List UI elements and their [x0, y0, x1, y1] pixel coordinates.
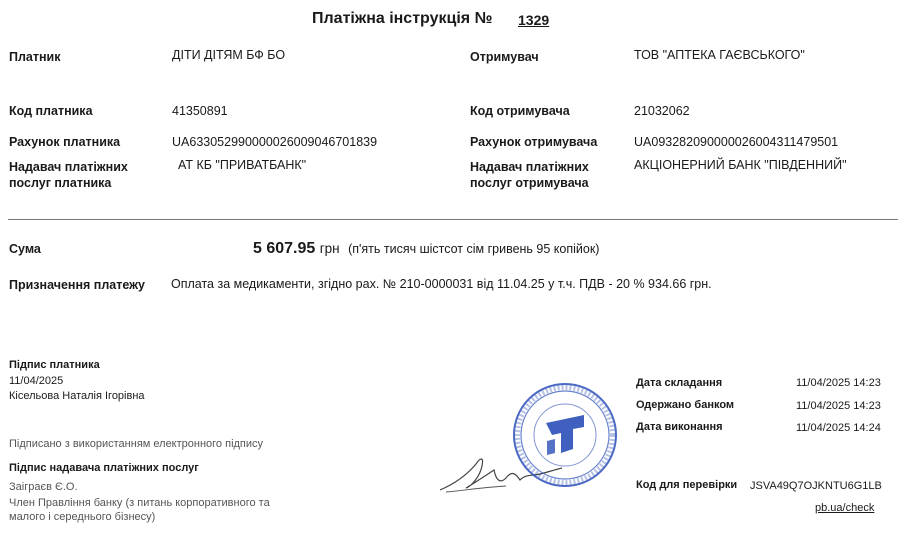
date-created-label: Дата складання — [636, 377, 723, 389]
provider-position-1: Член Правління банку (з питань корпоративного та — [9, 497, 270, 509]
provider-position-2: малого і середнього бізнесу) — [9, 511, 156, 523]
date-received-value: 11/04/2025 14:23 — [796, 400, 881, 412]
doc-title: Платіжна інструкція № — [312, 10, 493, 27]
date-received-label: Одержано банком — [636, 399, 735, 411]
amount-label: Сума — [9, 242, 41, 256]
date-executed-label: Дата виконання — [636, 421, 723, 433]
amount-row — [253, 240, 599, 258]
doc-number: 1329 — [518, 12, 550, 28]
payee-bank-value: АКЦІОНЕРНИЙ БАНК "ПІВДЕННИЙ" — [634, 158, 847, 172]
payer-code-label: Код платника — [9, 104, 93, 118]
payer-code-value: 41350891 — [172, 104, 228, 118]
verify-link[interactable]: pb.ua/check — [815, 502, 875, 514]
payee-code-value: 21032062 — [634, 104, 690, 118]
payer-account-label: Рахунок платника — [9, 135, 121, 149]
payer-bank-label-2: послуг платника — [9, 176, 112, 190]
payer-label: Платник — [9, 50, 61, 64]
purpose-label: Призначення платежу — [9, 278, 145, 292]
amount-value: 5 607.95 — [253, 240, 316, 257]
esign-note: Підписано з використанням електронного підпису — [9, 438, 264, 450]
purpose-value: Оплата за медикаменти, згідно рах. № 210-0000031 від 11.04.25 у т.ч. ПДВ - 20 % 934.66 грн. — [171, 277, 712, 291]
verify-label: Код для перевірки — [636, 479, 738, 491]
payee-account-label: Рахунок отримувача — [470, 135, 598, 149]
payer-signature-label: Підпис платника — [9, 359, 100, 371]
date-executed-value: 11/04/2025 14:24 — [796, 422, 881, 434]
provider-signature-name: Заіграєв Є.О. — [9, 481, 78, 493]
payer-bank-value: АТ КБ "ПРИВАТБАНК" — [178, 158, 307, 172]
payee-account-value: UA093282090000026004311479501 — [634, 135, 839, 149]
payer-bank-label-1: Надавач платіжних — [9, 160, 128, 174]
payee-code-label: Код отримувача — [470, 104, 570, 118]
payee-value: ТОВ "АПТЕКА ГАЄВСЬКОГО" — [634, 48, 805, 62]
amount-currency: грн — [319, 241, 340, 256]
amount-words: (п'ять тисяч шістсот сім гривень 95 копійок) — [348, 242, 600, 256]
verify-code: JSVA49Q7OJKNTU6G1LB — [750, 480, 882, 492]
payer-signature-date: 11/04/2025 — [9, 375, 64, 387]
bank-stamp-icon — [511, 381, 619, 489]
payee-label: Отримувач — [470, 50, 539, 64]
payee-bank-label-1: Надавач платіжних — [470, 160, 589, 174]
payer-signature-name: Кісельова Наталія Ігорівна — [9, 390, 145, 402]
payee-bank-label-2: послуг отримувача — [470, 176, 589, 190]
payer-account-value: UA633052990000026009046701839 — [172, 135, 378, 149]
divider — [8, 219, 898, 220]
payer-value: ДІТИ ДІТЯМ БФ БО — [172, 48, 286, 62]
provider-signature-label: Підпис надавача платіжних послуг — [9, 462, 199, 474]
date-created-value: 11/04/2025 14:23 — [796, 377, 881, 389]
